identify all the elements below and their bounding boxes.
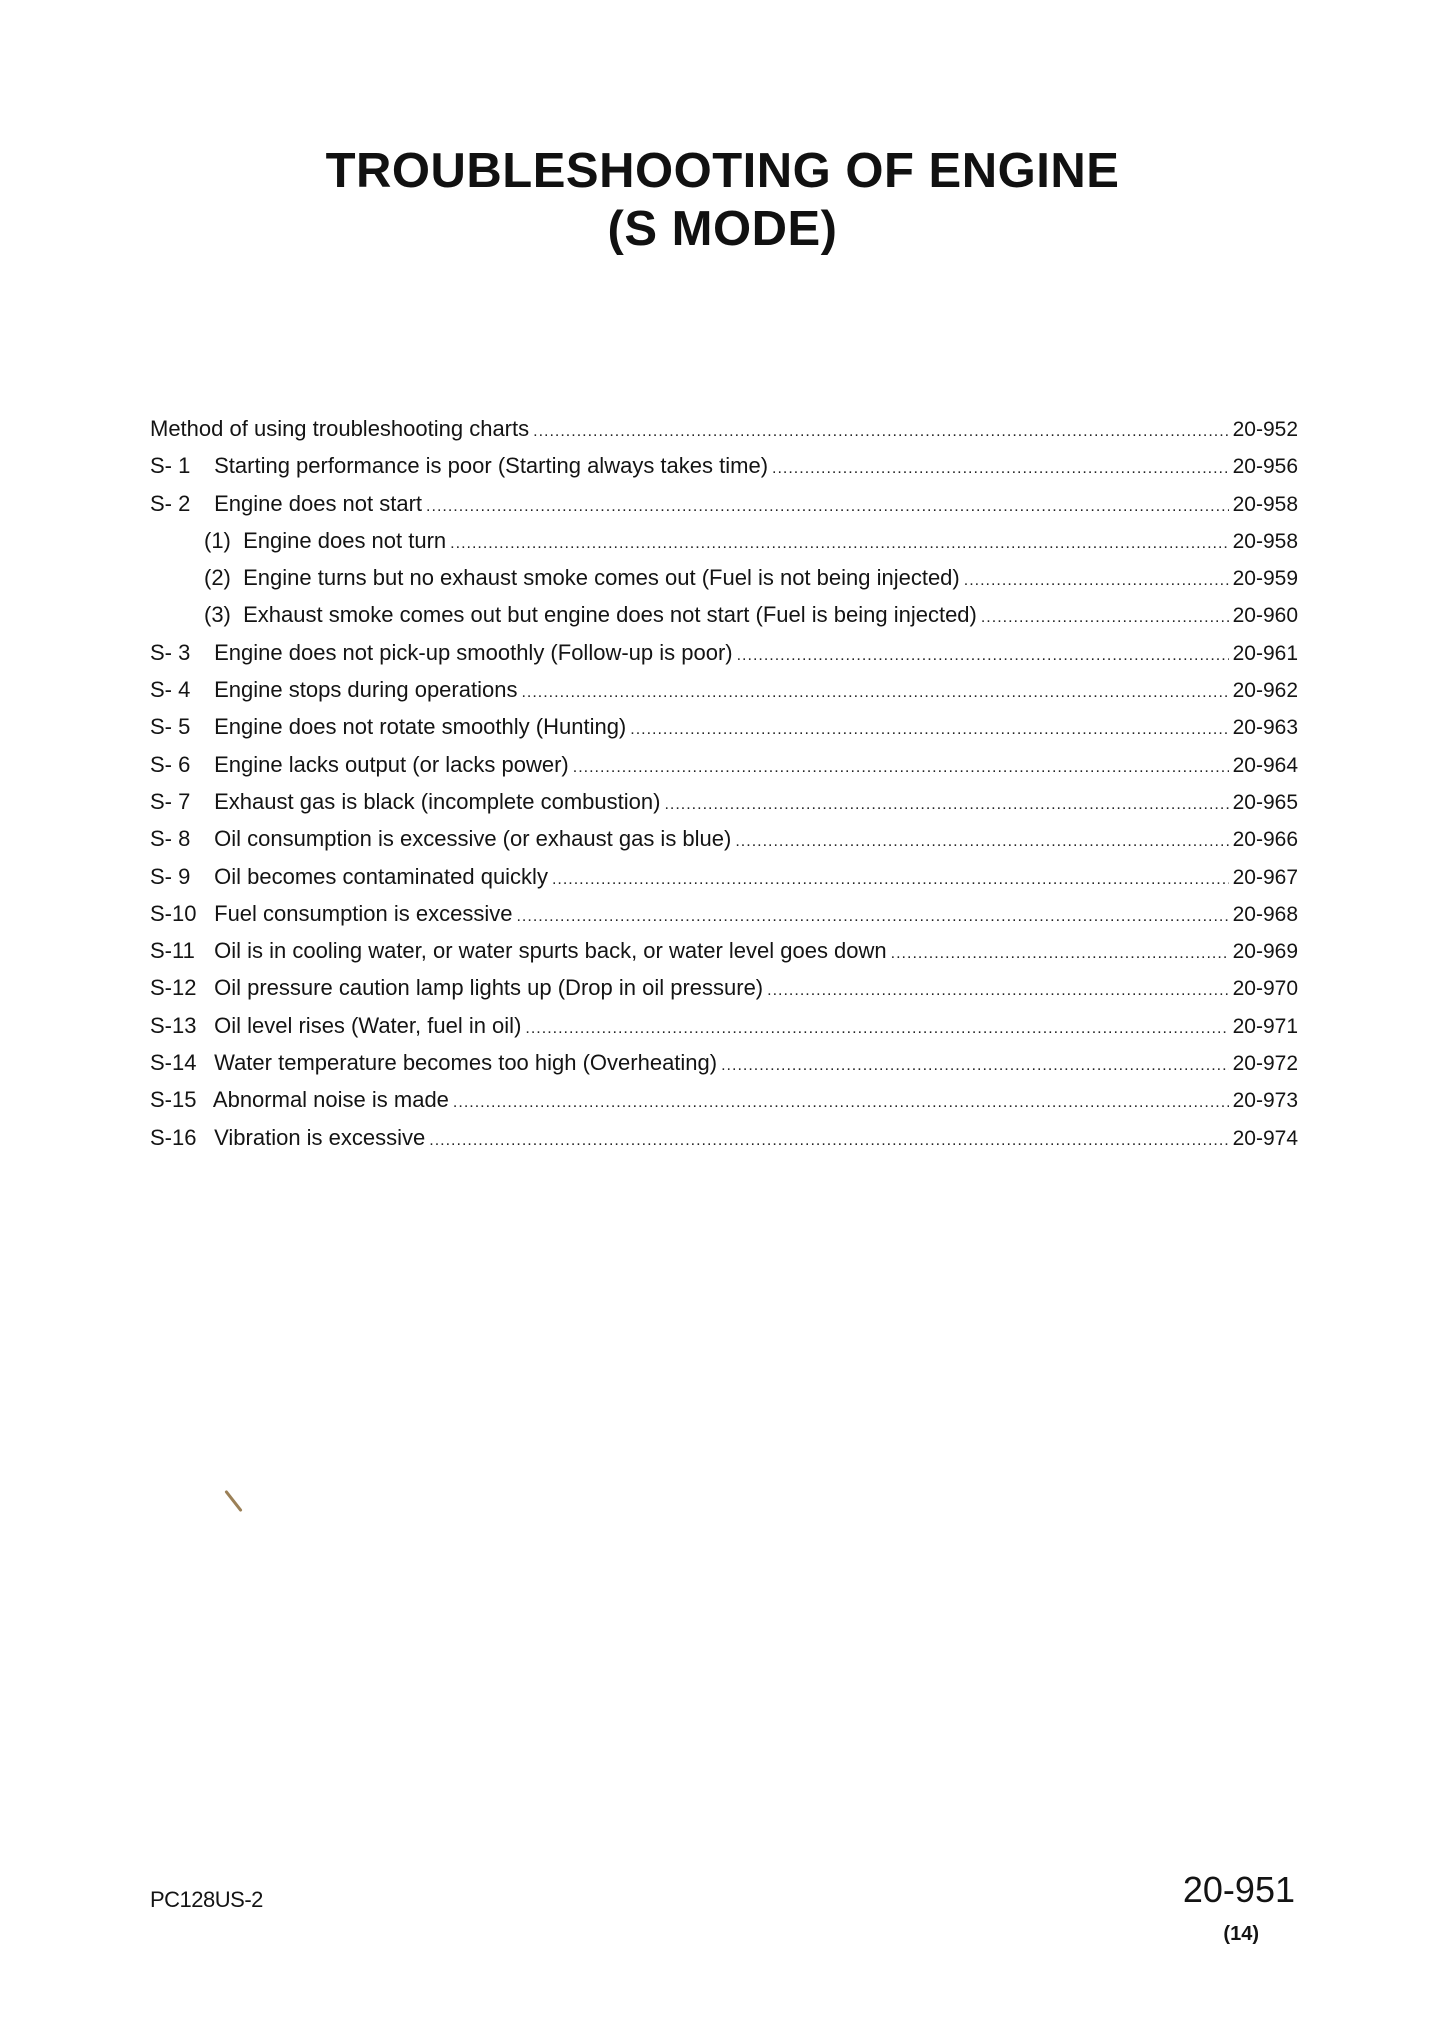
toc-entry-code: S- 1 xyxy=(150,453,191,479)
toc-entry-title: Starting performance is poor (Starting always takes time) xyxy=(214,453,769,479)
toc-entry[interactable] xyxy=(150,485,1298,522)
toc-entry-label xyxy=(150,671,521,708)
toc-entry-page: 20-966 xyxy=(1232,828,1298,852)
footer-model: PC128US-2 xyxy=(150,1887,263,1912)
toc-entry-page: 20-968 xyxy=(1232,902,1298,926)
dot-leader xyxy=(521,674,1228,711)
toc-entry-page: 20-971 xyxy=(1232,1014,1298,1038)
toc-entry-page: 20-958 xyxy=(1232,492,1298,516)
toc-entry[interactable] xyxy=(150,895,1298,932)
dot-leader xyxy=(453,1084,1229,1121)
dot-leader xyxy=(426,488,1229,525)
toc-entry-page: 20-970 xyxy=(1232,977,1298,1001)
toc-entry-code: (3) xyxy=(204,602,231,628)
toc-entry-title: Oil level rises (Water, fuel in oil) xyxy=(214,1012,522,1038)
toc-entry-label xyxy=(150,410,533,447)
toc-entry-title: Engine does not start xyxy=(214,490,423,516)
toc-entry[interactable] xyxy=(150,858,1298,895)
toc-entry-code: S- 8 xyxy=(150,826,191,852)
toc-entry[interactable] xyxy=(150,969,1298,1006)
dot-leader xyxy=(552,861,1229,898)
toc-entry[interactable] xyxy=(150,634,1298,671)
toc-entry-code: S-15 xyxy=(150,1087,197,1113)
toc-entry-page: 20-974 xyxy=(1232,1126,1298,1150)
toc-entry-label xyxy=(204,559,964,596)
toc-entry-code: S-11 xyxy=(150,938,195,964)
toc-entry-code: S- 2 xyxy=(150,490,191,516)
toc-entry-title: Method of using troubleshooting charts xyxy=(150,416,530,441)
toc-entry[interactable] xyxy=(150,746,1298,783)
page-title xyxy=(0,142,1445,258)
toc-subentry[interactable] xyxy=(150,596,1298,633)
toc-entry-code: S-16 xyxy=(150,1124,197,1150)
dot-leader xyxy=(525,1010,1228,1047)
page-title-line-2: (S MODE) xyxy=(607,202,838,256)
toc-entry-label xyxy=(150,634,737,671)
dot-leader xyxy=(721,1047,1229,1084)
toc-entry-label xyxy=(150,1119,429,1156)
toc-entry-label xyxy=(150,447,772,484)
toc-entry-page: 20-962 xyxy=(1232,679,1298,703)
toc-entry-label xyxy=(150,783,664,820)
dot-leader xyxy=(772,450,1229,487)
dot-leader xyxy=(450,525,1228,562)
dot-leader xyxy=(516,898,1228,935)
toc-entry-page: 20-965 xyxy=(1232,790,1298,814)
toc-entry-title: Engine does not pick-up smoothly (Follow-up is poor) xyxy=(214,639,733,665)
dot-leader xyxy=(981,599,1229,636)
toc-entry-code: S- 7 xyxy=(150,788,191,814)
toc-entry-title: Oil is in cooling water, or water spurts back, or water level goes down xyxy=(214,938,887,964)
toc-entry-page: 20-973 xyxy=(1232,1089,1298,1113)
toc-entry-label xyxy=(150,1007,525,1044)
toc-entry-code: S- 4 xyxy=(150,677,191,703)
toc-entry-title: Water temperature becomes too high (Overheating) xyxy=(214,1050,718,1076)
dot-leader xyxy=(429,1122,1228,1159)
toc-entry-code: (1) xyxy=(204,527,231,553)
toc-entry[interactable] xyxy=(150,820,1298,857)
toc-entry-page: 20-967 xyxy=(1232,865,1298,889)
toc-entry-page: 20-972 xyxy=(1232,1052,1298,1076)
dot-leader xyxy=(664,786,1228,823)
toc-entry-label xyxy=(150,708,630,745)
toc-entry-code: S- 5 xyxy=(150,714,191,740)
dot-leader xyxy=(735,823,1228,860)
toc-entry-title: Engine does not rotate smoothly (Hunting) xyxy=(214,714,627,740)
toc-entry-page: 20-961 xyxy=(1232,641,1298,665)
toc-entry-page: 20-958 xyxy=(1232,529,1298,553)
toc-entry[interactable] xyxy=(150,932,1298,969)
dot-leader xyxy=(533,413,1228,450)
scan-speck xyxy=(224,1490,242,1512)
toc-entry-code: S- 9 xyxy=(150,863,191,889)
dot-leader xyxy=(630,711,1228,748)
toc-entry-title: Exhaust gas is black (incomplete combustion) xyxy=(214,788,661,814)
toc-entry-code: (2) xyxy=(204,565,231,591)
toc-entry[interactable] xyxy=(150,783,1298,820)
dot-leader xyxy=(964,562,1229,599)
toc-entry-title: Engine does not turn xyxy=(243,527,447,553)
toc-entry-title: Fuel consumption is excessive xyxy=(214,900,513,926)
toc-entry-label xyxy=(150,820,735,857)
toc-entry-label xyxy=(204,522,450,559)
dot-leader xyxy=(573,749,1229,786)
toc-entry-title: Oil pressure caution lamp lights up (Drop in oil pressure) xyxy=(214,975,764,1001)
toc-entry[interactable] xyxy=(150,447,1298,484)
toc-entry-label xyxy=(150,1044,721,1081)
toc-entry-label xyxy=(150,895,516,932)
revision-number: (14) xyxy=(1223,1923,1259,1945)
toc-entry-page: 20-952 xyxy=(1232,418,1298,441)
toc-entry-label xyxy=(150,858,552,895)
toc-entry-page: 20-956 xyxy=(1232,455,1298,479)
toc-entry-code: S-13 xyxy=(150,1012,197,1038)
toc-entry-code: S-12 xyxy=(150,975,197,1001)
toc-entry-title: Engine stops during operations xyxy=(214,677,518,703)
toc-entry-page: 20-969 xyxy=(1232,940,1298,964)
toc-subentry[interactable] xyxy=(150,522,1298,559)
toc-entry-title: Oil consumption is excessive (or exhaust gas is blue) xyxy=(214,826,732,852)
toc-entry[interactable] xyxy=(150,1044,1298,1081)
toc-entry-title: Oil becomes contaminated quickly xyxy=(214,863,548,889)
toc-entry-page: 20-960 xyxy=(1232,604,1298,628)
toc-entry-label xyxy=(150,1081,453,1118)
table-of-contents xyxy=(150,410,1298,1156)
toc-entry[interactable] xyxy=(150,671,1298,708)
toc-entry-label xyxy=(150,932,891,969)
toc-entry-title: Engine turns but no exhaust smoke comes out (Fuel is not being injected) xyxy=(243,565,960,591)
dot-leader xyxy=(767,972,1228,1009)
toc-entry-label xyxy=(150,485,426,522)
toc-subentry[interactable] xyxy=(150,559,1298,596)
toc-entry[interactable] xyxy=(150,1007,1298,1044)
toc-entry[interactable] xyxy=(150,708,1298,745)
page-title-line-1: TROUBLESHOOTING OF ENGINE xyxy=(325,144,1120,198)
toc-entry-title: Exhaust smoke comes out but engine does not start (Fuel is being injected) xyxy=(243,602,977,628)
dot-leader xyxy=(891,935,1229,972)
toc-entry-title: Engine lacks output (or lacks power) xyxy=(214,751,569,777)
toc-entry-page: 20-963 xyxy=(1232,716,1298,740)
toc-entry[interactable] xyxy=(150,410,1298,447)
toc-entry-code: S-10 xyxy=(150,900,197,926)
toc-entry-page: 20-964 xyxy=(1232,753,1298,777)
toc-entry-label xyxy=(150,969,767,1006)
toc-entry-title: Vibration is excessive xyxy=(214,1124,426,1150)
toc-entry-code: S-14 xyxy=(150,1050,197,1076)
toc-entry-label xyxy=(150,746,573,783)
toc-entry[interactable] xyxy=(150,1119,1298,1156)
page-number: 20-951 xyxy=(1182,1869,1295,1910)
toc-entry-code: S- 3 xyxy=(150,639,191,665)
toc-entry-label xyxy=(204,596,981,633)
toc-entry[interactable] xyxy=(150,1081,1298,1118)
toc-entry-page: 20-959 xyxy=(1232,567,1298,591)
toc-entry-title: Abnormal noise is made xyxy=(212,1087,449,1113)
dot-leader xyxy=(737,637,1229,674)
toc-entry-code: S- 6 xyxy=(150,751,191,777)
